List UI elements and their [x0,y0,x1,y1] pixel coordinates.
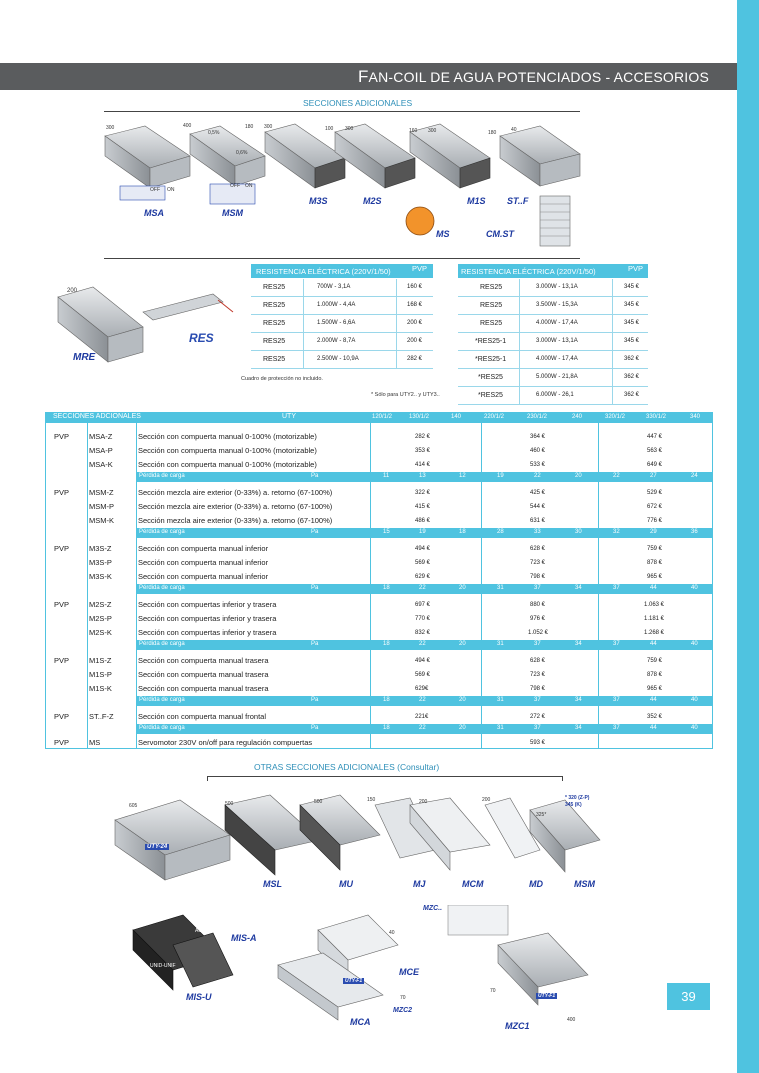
dim-label: 70 [490,988,496,994]
dim-label: 300 [106,125,115,131]
mis-u-tag: UNID-UNIF [150,963,176,969]
dim-label: 400 [183,123,192,129]
dim-label: ON [245,183,253,189]
bottom-section-illustration-2 [128,905,608,1035]
dim-label: 200 [67,288,78,294]
table-row: PVP ST..F-Z Sección con compuerta manual frontal 221€ 272 € 352 € [54,712,663,721]
bottom-section-tick [562,776,563,781]
unit-label-mzc1: MZC1 [505,1021,530,1031]
unit-label-mu: MU [339,879,353,889]
unit-label-uty24: UTY-24 [147,844,168,850]
unit-label-utyf1-b: UTY-F1 [538,993,556,999]
pressure-drop-row: Pérdida de carga Pa 18 22 20 31 37 34 37 44 40 [136,724,712,734]
dim-label: 300 [345,126,354,132]
unit-label-mzc: MZC.. [423,905,443,912]
top-section-line [104,111,580,112]
table-row: MSA-P Sección con compuerta manual 0-100% (motorizable) 353 € 460 € 563 € [89,446,663,455]
res-table-1-divider [303,279,304,369]
unit-label-ms: MS [436,229,450,239]
unit-label-mre: MRE [73,352,96,363]
table-row: RES25 2.500W - 10,9A 282 € [251,351,433,369]
table-row: M2S-K Sección con compuertas inferior y trasera 832 € 1.052 € 1.268 € [89,628,665,637]
table-row: RES25 1.000W - 4,4A 168 € [251,297,433,315]
mis-a-tag: Accesorio Accesorios [195,928,243,934]
table-row: MSM-P Sección mezcla aire exterior (0-33%) a. retorno (67-100%) 415 € 544 € 672 € [89,502,663,511]
unit-label-stf: ST..F [507,196,529,206]
unit-label-msa: MSA [144,208,164,218]
unit-label-mis-u: MIS-U [186,992,212,1002]
dim-label: OFF [230,183,240,189]
dim-label: ON [167,187,175,193]
unit-label-utyf1-a: UTY-F1 [345,978,363,984]
pressure-drop-row: Pérdida de carga Pa 18 22 20 31 37 34 37 44 40 [136,584,712,594]
table-row: MSA-K Sección con compuerta manual 0-100% (motorizable) 414 € 533 € 649 € [89,460,663,469]
dim-label: * 320 (Z-P) [565,795,590,801]
unit-label-mcm: MCM [462,879,484,889]
dim-label: 180 [488,130,497,136]
dim-label: 0,5% [208,130,220,136]
unit-label-msm: MSM [222,208,243,218]
table-row: PVP MSM-Z Sección mezcla aire exterior (0-33%) a. retorno (67-100%) 322 € 425 € 529 € [54,488,663,497]
table-row: RES25 4.000W - 17,4A 345 € [458,315,648,333]
unit-label-msm: MSM [574,879,595,889]
dim-label: 200 [482,797,491,803]
pressure-drop-row: Pérdida de carga Pa 11 13 12 19 22 20 22 27 24 [136,472,712,482]
unit-label-cmst: CM.ST [486,229,514,239]
dim-label: 605 [129,803,138,809]
pressure-drop-row: Pérdida de carga Pa 15 19 18 28 33 30 32 29 36 [136,528,712,538]
page-title: FAN-COIL DE AGUA POTENCIADOS - ACCESORIOS [357,67,709,86]
dim-label: 40 [389,930,395,936]
page-number: 39 [667,983,710,1010]
bottom-section-title: OTRAS SECCIONES ADICIONALES (Consultar) [254,762,440,772]
dim-label: 325* [536,812,547,818]
dim-label: 500 [314,799,323,805]
table-row: M1S-K Sección con compuerta manual trasera 629€ 798 € 965 € [89,684,663,693]
table-row: *RES25-1 3.000W - 13,1A 345 € [458,333,648,351]
dim-label: 400 [567,1017,576,1023]
table-row: RES25 1.500W - 6,6A 200 € [251,315,433,333]
table-row: PVP M2S-Z Sección con compuertas inferior y trasera 697 € 880 € 1.063 € [54,600,665,609]
res-table-2-divider [612,279,613,405]
dim-label: 160 [409,128,418,134]
pressure-drop-row: Pérdida de carga Pa 18 22 20 31 37 34 37 44 40 [136,696,712,706]
dim-label: 0,6% [236,150,248,156]
dim-label: OFF [150,187,160,193]
table-row: PVP M1S-Z Sección con compuerta manual trasera 494 € 628 € 759 € [54,656,663,665]
dim-label: 150 [367,797,376,803]
table-row: PVP M3S-Z Sección con compuerta manual inferior 494 € 628 € 759 € [54,544,663,553]
unit-label-mca: MCA [350,1017,371,1027]
res-table-1-header: RESISTENCIA ELÉCTRICA (220V/1/50) PVP [251,264,433,278]
pressure-drop-row: Pérdida de carga Pa 18 22 20 31 37 34 37 44 40 [136,640,712,650]
table-row: *RES25 5.000W - 21,8A 362 € [458,369,648,387]
title-bar [0,63,737,90]
unit-label-m1s: M1S [467,196,486,206]
unit-label-res: RES [189,331,214,345]
dim-label: 100 [325,126,334,132]
table-row: RES25 3.000W - 13,1A 345 € [458,279,648,297]
table-row: MSM-K Sección mezcla aire exterior (0-33%) a. retorno (67-100%) 486 € 631 € 776 € [89,516,663,525]
dim-label: 300 [264,124,273,130]
unit-label-mis-a: MIS-A [231,933,257,943]
right-accent-bar [737,0,759,1073]
unit-label-mce: MCE [399,967,419,977]
unit-label-md: MD [529,879,543,889]
table-row: M3S-K Sección con compuerta manual inferior 629 € 798 € 965 € [89,572,663,581]
res-table-2-note: * Sólo para UTY2.. y UTY3.. [371,392,440,398]
dim-label: 180 [245,124,254,130]
res-table-2-header: RESISTENCIA ELÉCTRICA (220V/1/50) PVP [458,264,648,278]
table-row: PVP MS Servomotor 230V on/off para regulación compuertas 593 € [54,738,546,747]
bottom-section-line [207,776,563,777]
unit-label-m3s: M3S [309,196,328,206]
table-row: RES25 3.500W - 15,3A 345 € [458,297,648,315]
table-row: RES25 700W - 3,1A 160 € [251,279,433,297]
dim-label: 500 [225,801,234,807]
dim-label: 345 (K) [565,802,582,808]
bottom-section-tick [207,776,208,781]
unit-label-mzc2: MZC2 [393,1007,413,1014]
dim-label: 200 [419,799,428,805]
table-row: PVP MSA-Z Sección con compuerta manual 0-100% (motorizable) 282 € 364 € 447 € [54,432,663,441]
table-row: M2S-P Sección con compuertas inferior y trasera 770 € 976 € 1.181 € [89,614,665,623]
top-section-title: SECCIONES ADICIONALES [303,98,413,108]
table-row: M1S-P Sección con compuerta manual trasera 569 € 723 € 878 € [89,670,663,679]
unit-label-msl: MSL [263,879,282,889]
table-row: RES25 2.000W - 8,7A 200 € [251,333,433,351]
table-row: M3S-P Sección con compuerta manual inferior 569 € 723 € 878 € [89,558,663,567]
unit-label-mj: MJ [413,879,426,889]
dim-label: 300 [428,128,437,134]
dim-label: 70 [400,995,406,1001]
dim-label: 40 [511,127,517,133]
main-table-header: SECCIONES ADCIONALES UTY 120/1/2 130/1/2 140 220/1/2 230/1/2 240 320/1/2 330/1/2 340 [45,412,713,423]
unit-label-m2s: M2S [363,196,382,206]
top-section-bottom-line [104,258,580,259]
res-table-1-note: Cuadro de protección no incluido. [241,376,323,382]
res-table-1-divider [396,279,397,369]
res-table-2-divider [519,279,520,405]
table-row: *RES25 6.000W - 26,1 362 € [458,387,648,405]
table-row: *RES25-1 4.000W - 17,4A 362 € [458,351,648,369]
